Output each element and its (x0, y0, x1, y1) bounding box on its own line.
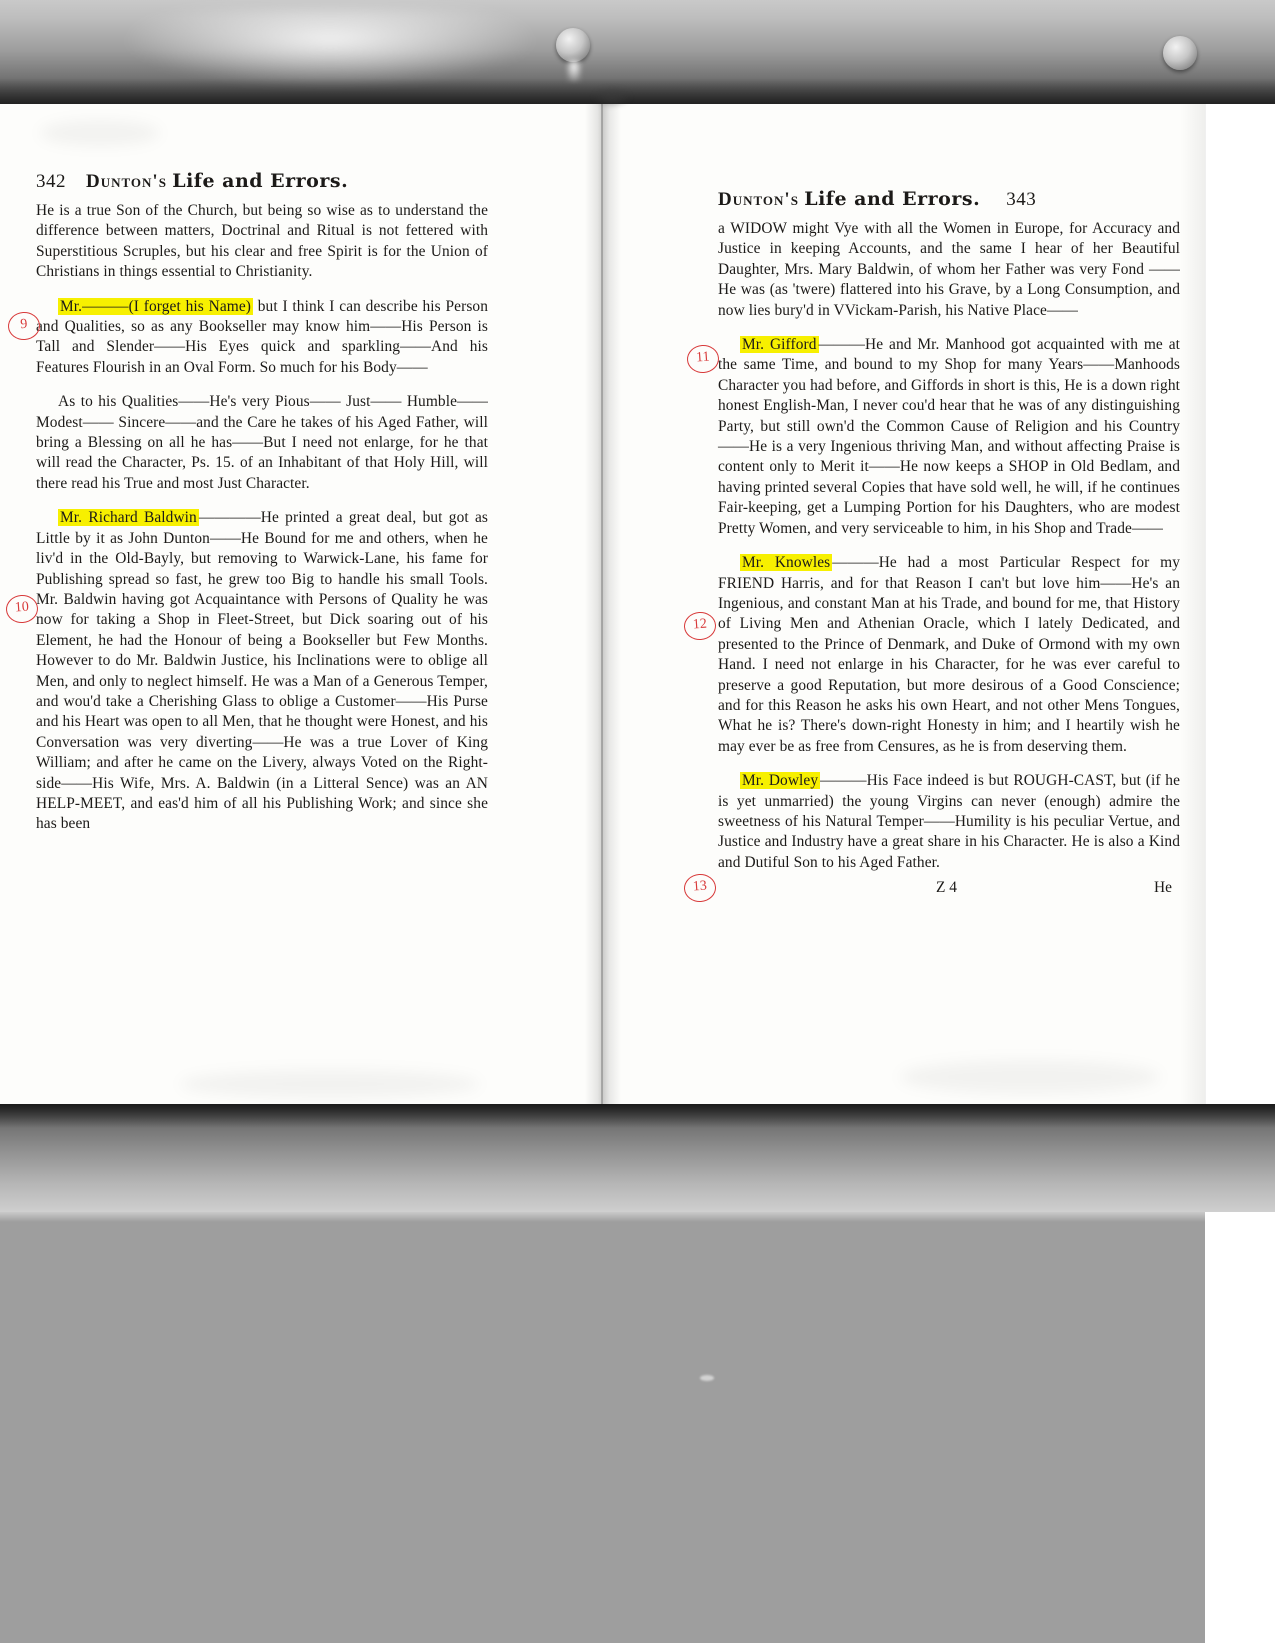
book-gutter (585, 104, 621, 1104)
left-paragraph-4-text: ————He printed a great deal, but got as Little by it as John Dunton——He Bound for me and others, when he liv'd in the Old-Bayly, but removing to Warwick-Lane, his fame for Publishing spread so fast, he grew too Big to handle his small Tools. Mr. Baldwin having got Acquaintance with Persons of Quality he was now for taking a Shop in Fleet-Street, but Dick soaring out of his Element, he had the Honour of being a Bookseller but Few Months. However to do Mr. Baldwin Justice, his Inclinations were to oblige all Men, and only to neglect himself. He was a Man of a Generous Temper, and wou'd take a Cherishing Glass to oblige a Customer——His Purse and his Heart was open to all Men, that he thought were Honest, and his Conversation was very diverting——He was a true Lover of King William; and after he came on the Livery, always Voted on the Right-side——His Wife, Mrs. A. Baldwin (in a Litteral Sence) was an AN HELP-MEET, and eas'd him of all his Publishing Work; and since she has been (36, 509, 488, 833)
panel-speck (700, 1375, 714, 1381)
highlight-mr-knowles: Mr. Knowles (742, 554, 831, 572)
right-paragraph-4-text: ———His Face indeed is but ROUGH-CAST, but (if he is yet unmarried) the young Virgins can never (enough) admire the sweetness of his Natural Temper——Humility is his peculiar Vertue, and Justice and Industry have a great share in his Character. He is also a Kind and Dutiful Son to his Aged Father. (718, 772, 1180, 871)
scanner-bed-panel (0, 1212, 1275, 1643)
running-head-title-smallcaps: Dunton's (718, 189, 799, 210)
page-edge (1180, 104, 1206, 1104)
left-paragraph-3 (36, 392, 488, 494)
annotation-circle-12: 12 (683, 611, 717, 641)
left-running-head (36, 170, 488, 193)
left-paragraph-2-text: but I think I can describe his Person and Qualities, so as any Bookseller may know him——His Person is Tall and Slender——His Eyes quick and sparkling——And his Features Flourish in an Oval Form. So much for his Body—— (36, 297, 489, 376)
highlight-richard-baldwin: Mr. Richard Baldwin (60, 509, 197, 527)
right-paragraph-2 (718, 335, 1180, 539)
scanner-highlight-blob (566, 60, 582, 82)
left-paragraph-2 (36, 297, 488, 379)
book-gutter-line (601, 104, 603, 1104)
left-paragraph-1: He is a true Son of the Church, but being so wise as to understand the difference between matters, Doctrinal and Ritual is not fettered with Superstitious Scruples, but his clear and free Spirit is for the Union of Christians in things essential to Christianity. (36, 202, 488, 281)
right-paragraph-4 (718, 771, 1180, 873)
right-paragraph-2-text: ———He and Mr. Manhood got acquainted with me at the same Time, and bound to my Shop for many Years——Manhoods Character you had before, and Giffords in short is this, He is a down right honest English-Man, I never cou'd hear that he was of any distinguishing Party, but still own'd the Common Cause of Religion and his Country——He is a very Ingenious thriving Man, and without affecting Praise is content only to Merit it——He now keeps a SHOP in Old Bedlam, and having printed several Copies that have sold well, he will, if he continues Fair-keeping, get a Lumping Portion for his Daughters, who are modest Pretty Women, and very serviceable to him, in his Shop and Trade—— (718, 336, 1180, 537)
highlight-mr-gifford: Mr. Gifford (742, 336, 817, 354)
scanner-hinge-icon (556, 28, 590, 62)
right-paragraph-1: a WIDOW might Vye with all the Women in Europe, for Accuracy and Justice in keeping Accounts, and the same I hear of her Beautiful Daughter, Mrs. Mary Baldwin, of whom her Father was very Fond —— He was (as 'twere) flattered into his Grave, by a Long Consumption, and now lies bury'd in VVickam-Parish, his Native Place—— (718, 220, 1180, 319)
book-gutter-shadow (592, 86, 632, 108)
scanner-bed-margin (1205, 1212, 1275, 1643)
page-smudge (900, 1060, 1160, 1094)
right-page-column (718, 188, 1180, 901)
left-paragraph-3-text: As to his Qualities——He's very Pious—— Just—— Humble—— Modest—— Sincere——and the Care he takes of his Aged Father, will bring a Blessing on all he has——But I need not enlarge, for he that will read the Character, Ps. 15. of an Inhabitant of that Holy Hill, will there read his True and most Just Character. (36, 393, 488, 492)
catchword: He (1154, 879, 1172, 897)
running-head-title-gothic: Life and Errors. (172, 170, 349, 192)
annotation-circle-10: 10 (5, 594, 39, 624)
page-smudge (180, 1070, 480, 1098)
annotation-circle-9: 9 (7, 311, 41, 341)
left-page-column (36, 170, 488, 835)
right-running-head (718, 188, 1180, 211)
highlight-forget-his-name: Mr.———(I forget his Name) (60, 297, 251, 315)
page-smudge (40, 120, 160, 146)
annotation-circle-13: 13 (683, 873, 717, 903)
right-paragraph-3-text: ———He had a most Particular Respect for my FRIEND Harris, and for that Reason I can't but love him——He's an Ingenious, and constant Man at his Trade, and bound for me, that History of Living Men and Athenian Oracle, which I lately Dedicated, and presented to the Prince of Denmark, and Duke of Ormond with my own Hand. I need not enlarge in his Character, for he was ever careful to preserve a good Reputation, but more desirous of a Good Conscience; and for this Reason he asks his own Heart, and not other Mens Tongues, What he is? There's down-right Honesty in him; and I heartily wish he may ever be as free from Censures, as he is from deserving them. (718, 554, 1180, 755)
scanner-glare (120, 8, 540, 86)
scanner-hinge-icon (1163, 36, 1197, 70)
running-head-title-smallcaps: Dunton's (86, 171, 167, 192)
highlight-mr-dowley: Mr. Dowley (742, 772, 819, 790)
left-folio-number: 342 (36, 171, 66, 192)
signature-mark: Z 4 (936, 879, 957, 897)
scanner-lid-shadow-bottom (0, 1104, 1275, 1212)
right-folio-number: 343 (1006, 189, 1037, 210)
annotation-circle-11: 11 (686, 344, 720, 374)
running-head-title-gothic: Life and Errors. (804, 188, 981, 210)
left-paragraph-4 (36, 508, 488, 835)
signature-and-catchword-line (718, 879, 1180, 901)
right-paragraph-3 (718, 553, 1180, 757)
